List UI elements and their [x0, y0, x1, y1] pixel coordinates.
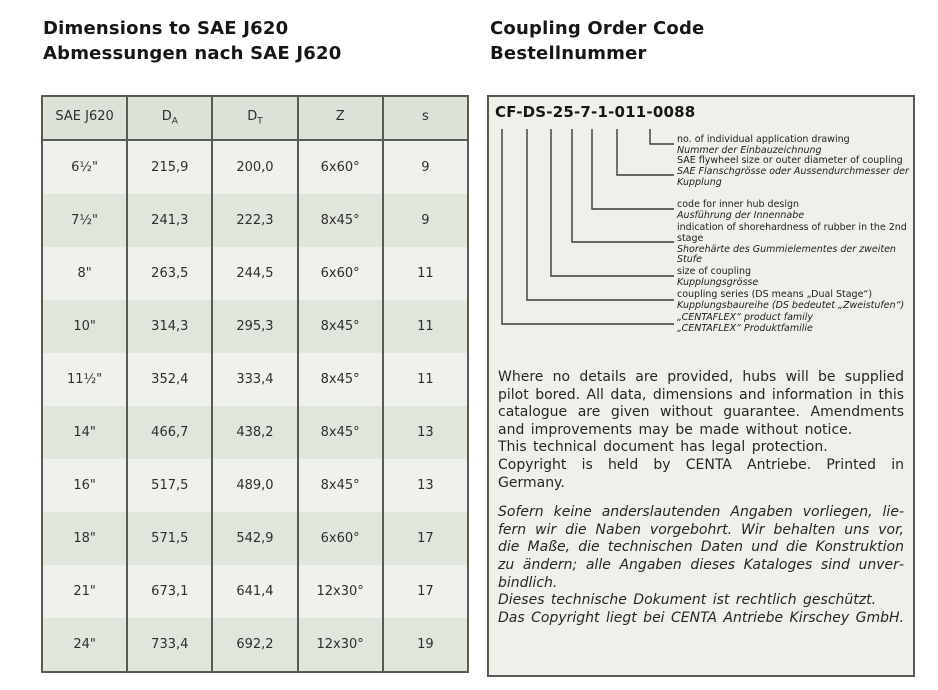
left-title-line-de: Abmessungen nach SAE J620: [43, 43, 342, 64]
note-paragraph: Sofern keine anderslautenden Angaben vorliegen, liefern wir die Naben vorgebohrt. Wir behalten uns vor, die Maße, die technischen Daten und die Konstruktion zu ändern; alle Angaben dieses Kataloges sind unverbindlich.: [498, 504, 904, 591]
label-text-en: size of coupling: [677, 266, 752, 277]
table-cell: 13: [383, 406, 468, 459]
left-page-title: [43, 16, 341, 66]
order-code: CF-DS-25-7-1-011-0088: [495, 103, 696, 121]
label-text-en: „CENTAFLEX“ product family: [677, 312, 814, 323]
order-code-label-coupling-series: [677, 290, 911, 312]
table-cell: 9: [383, 194, 468, 247]
label-text-en: coupling series (DS means „Dual Stage“): [677, 289, 873, 300]
table-row: [42, 353, 468, 406]
order-code-box: [487, 95, 915, 677]
label-text-de: SAE Flanschgrösse oder Aussendurchmesser der Kupplung: [677, 165, 909, 188]
table-cell: 13: [383, 459, 468, 512]
label-text-de: Kupplungsgrösse: [677, 276, 759, 288]
table-cell: 571,5: [127, 512, 212, 565]
table-row: [42, 140, 468, 194]
table-cell: 542,9: [212, 512, 297, 565]
table-cell: 11: [383, 300, 468, 353]
table-cell: 673,1: [127, 565, 212, 618]
table-cell: 6x60°: [298, 512, 383, 565]
left-title-line-en: Dimensions to SAE J620: [43, 18, 289, 39]
right-page-title: [490, 16, 704, 66]
table-cell: 466,7: [127, 406, 212, 459]
table-cell: 222,3: [212, 194, 297, 247]
table-row: [42, 406, 468, 459]
dimensions-table: [41, 95, 469, 673]
table-cell: 352,4: [127, 353, 212, 406]
label-text-en: code for inner hub design: [677, 199, 800, 210]
table-header-row: [42, 96, 468, 140]
legal-notes: [498, 369, 904, 627]
right-title-line-en: Coupling Order Code: [490, 18, 705, 39]
legal-notes-english: [498, 369, 904, 492]
table-cell: 314,3: [127, 300, 212, 353]
order-code-label-hub-design: [677, 200, 911, 222]
table-cell: 21": [42, 565, 127, 618]
table-cell: 438,2: [212, 406, 297, 459]
table-cell: 11: [383, 353, 468, 406]
order-code-label-flywheel-size: [677, 156, 911, 188]
table-cell: 8x45°: [298, 353, 383, 406]
table-cell: 18": [42, 512, 127, 565]
table-row: [42, 618, 468, 672]
column-header-da: $D_A$: [127, 96, 212, 140]
table-cell: 263,5: [127, 247, 212, 300]
label-text-en: no. of individual application drawing: [677, 134, 850, 145]
table-row: [42, 194, 468, 247]
table-cell: 333,4: [212, 353, 297, 406]
label-text-en: SAE flywheel size or outer diameter of coupling: [677, 155, 903, 166]
table-cell: 200,0: [212, 140, 297, 194]
label-text-de: „CENTAFLEX“ Produktfamilie: [677, 322, 813, 334]
order-code-label-coupling-size: [677, 267, 911, 289]
table-cell: 733,4: [127, 618, 212, 672]
column-header-dt: $D_T$: [212, 96, 297, 140]
legal-notes-german: [498, 504, 904, 627]
right-title-line-de: Bestellnummer: [490, 43, 647, 64]
table-cell: 17: [383, 512, 468, 565]
table-cell: 692,2: [212, 618, 297, 672]
column-header-z: Z: [298, 96, 383, 140]
label-text-de: Shorehärte des Gummielementes der zweiten Stufe: [677, 243, 896, 266]
table-cell: 16": [42, 459, 127, 512]
table-cell: 295,3: [212, 300, 297, 353]
table-cell: 6½": [42, 140, 127, 194]
table-row: [42, 247, 468, 300]
table-cell: 9: [383, 140, 468, 194]
table-cell: 8x45°: [298, 406, 383, 459]
label-text-en: indication of shorehardness of rubber in the 2nd stage: [677, 222, 907, 244]
note-paragraph: Das Copyright liegt bei CENTA Antriebe Kirschey GmbH.: [498, 609, 904, 626]
table-cell: 24": [42, 618, 127, 672]
note-paragraph: This technical document has legal protection.: [498, 439, 828, 456]
table-cell: 641,4: [212, 565, 297, 618]
table-cell: 215,9: [127, 140, 212, 194]
order-code-label-product-family: [677, 313, 911, 335]
order-code-label-shorehardness: [677, 223, 911, 266]
note-paragraph: Dieses technische Dokument ist rechtlich geschützt.: [498, 592, 877, 609]
column-header-s: s: [383, 96, 468, 140]
table-cell: 11½": [42, 353, 127, 406]
label-text-de: Nummer der Einbauzeichnung: [677, 144, 822, 156]
table-cell: 8x45°: [298, 459, 383, 512]
table-cell: 8": [42, 247, 127, 300]
table-row: [42, 300, 468, 353]
table-cell: 241,3: [127, 194, 212, 247]
table-cell: 12x30°: [298, 618, 383, 672]
note-paragraph: Copyright is held by CENTA Antriebe. Printed in Germany.: [498, 456, 904, 491]
table-row: [42, 512, 468, 565]
table-cell: 7½": [42, 194, 127, 247]
table-cell: 17: [383, 565, 468, 618]
table-cell: 244,5: [212, 247, 297, 300]
label-text-de: Ausführung der Innennabe: [677, 209, 805, 221]
table-cell: 6x60°: [298, 247, 383, 300]
table-cell: 14": [42, 406, 127, 459]
table-cell: 10": [42, 300, 127, 353]
label-text-de: Kupplungsbaureihe (DS bedeutet „Zweistufen“): [677, 299, 905, 311]
table-cell: 8x45°: [298, 194, 383, 247]
table-row: [42, 565, 468, 618]
note-paragraph: Where no details are provided, hubs will be supplied pilot bored. All data, dimensions and information in this catalogue are given without guarantee. Amendments and improvements may be made without notice.: [498, 369, 904, 438]
table-cell: 517,5: [127, 459, 212, 512]
order-code-label-application-drawing: [677, 135, 911, 157]
table-row: [42, 459, 468, 512]
table-cell: 19: [383, 618, 468, 672]
table-cell: 489,0: [212, 459, 297, 512]
table-cell: 8x45°: [298, 300, 383, 353]
table-cell: 6x60°: [298, 140, 383, 194]
table-cell: 11: [383, 247, 468, 300]
table-cell: 12x30°: [298, 565, 383, 618]
column-header-sae-j620: SAE J620: [42, 96, 127, 140]
